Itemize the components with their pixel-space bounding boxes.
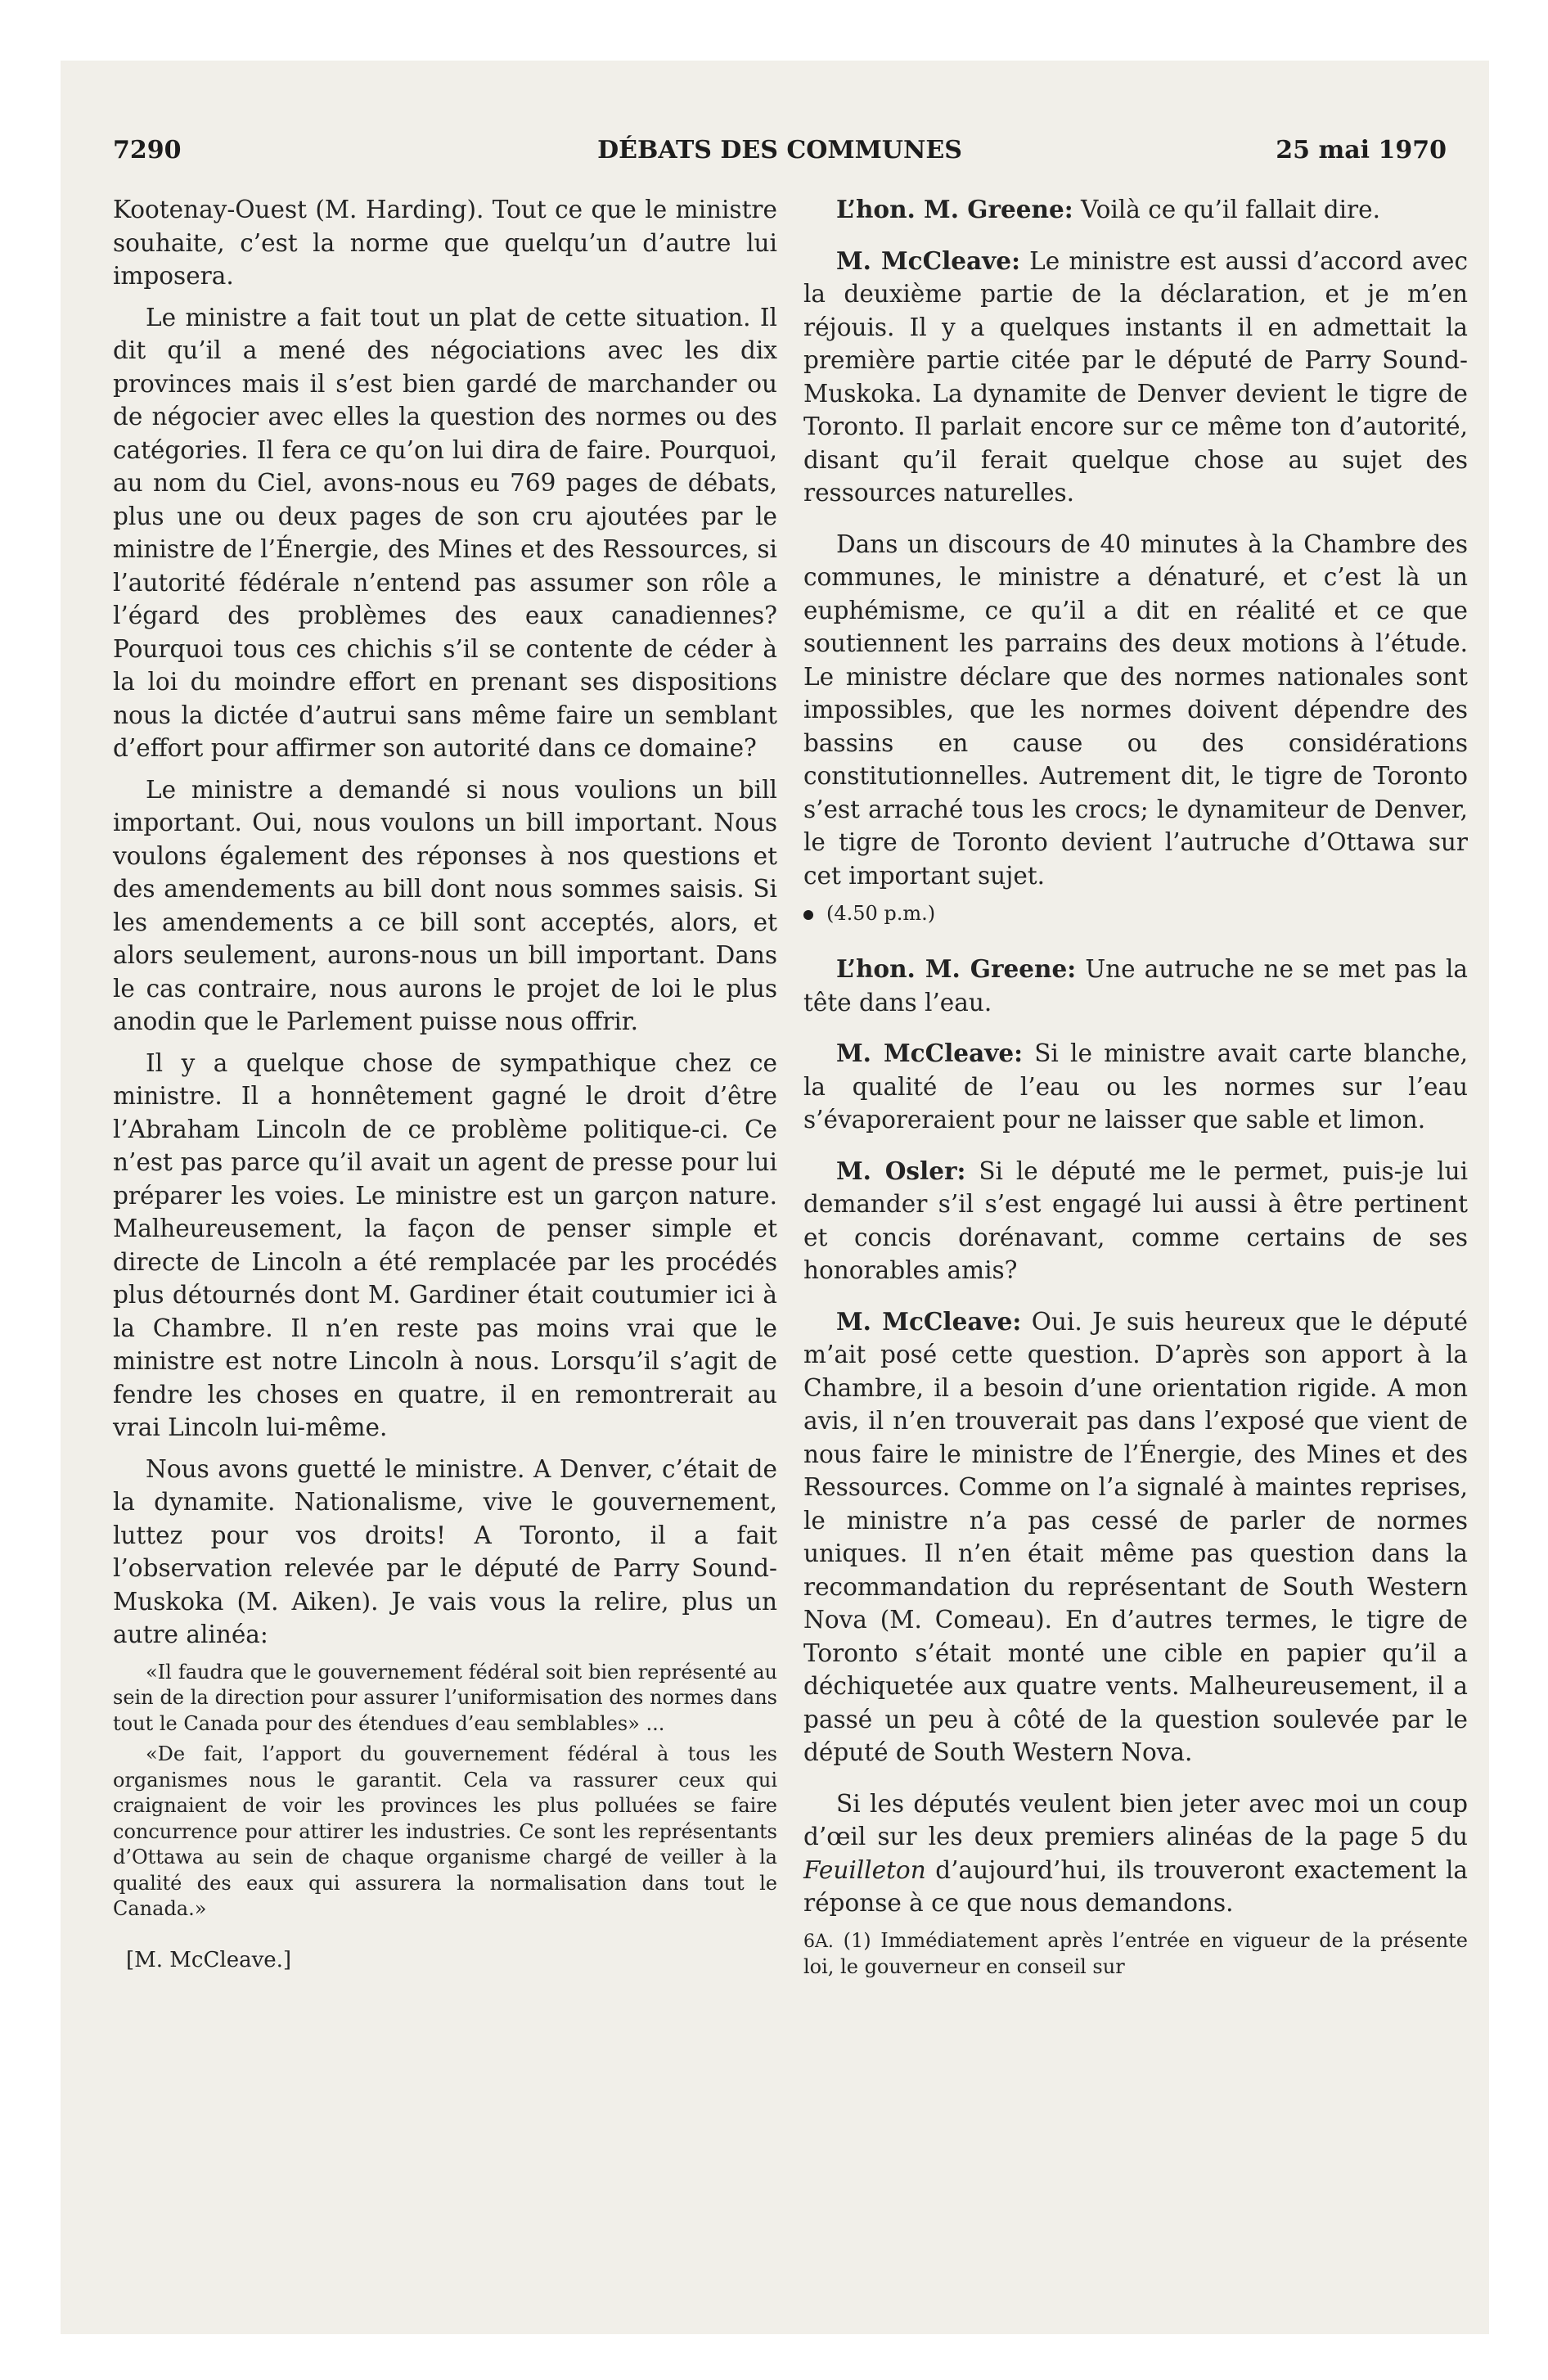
speech-text: Une autruche ne se met pas la tête dans l’eau. — [803, 955, 1468, 1016]
speech-text: Voilà ce qu’il fallait dire. — [1073, 196, 1380, 223]
speech-text: Le ministre est aussi d’accord avec la deuxième partie de la déclaration, et je m’en réjouis. Il y a quelques instants il en admettait la première partie citée par le député de Parry Sound-Muskoka. La dynamite de Denver devient le tigre de Toronto. Il parlait encore sur ce même ton d’autorité, disant qu’il ferait quelque chose au sujet des ressources naturelles. — [803, 246, 1468, 507]
speech-paragraph — [803, 1155, 1468, 1287]
speaker-name: L’hon. M. Greene: — [836, 954, 1077, 983]
speaker-name: M. McCleave: — [836, 246, 1020, 275]
paragraph — [803, 1787, 1468, 1920]
clause-number: 6A. — [803, 1931, 834, 1952]
speech-text: Oui. Je suis heureux que le député m’ait posé cette question. D’après son apport à la Chambre, il a besoin d’une orientation rigide. A mon avis, il n’en trouverait pas dans l’exposé que vient de nous faire le ministre de l’Énergie, des Mines et des Ressources. Comme on l’a signalé à maintes reprises, le ministre n’a pas cessé de parler de normes uniques. Il n’en était même pas question dans la recommandation du représentant de South Western Nova (M. Comeau). En d’autres termes, le tigre de Toronto s’était monté une cible en papier qu’il a déchiquetée aux quatre vents. Malheureusement, il a passé un peu à côté de la question soulevée par le député de South Western Nova. — [803, 1307, 1468, 1766]
paragraph: Nous avons guetté le ministre. A Denver, c’était de la dynamite. Nationalisme, vive le gouvernement, luttez pour vos droits! A Toronto, il a fait l’observation relevée par le député de Parry Sound-Muskoka (M. Aiken). Je vais vous la relire, plus un autre alinéa: — [113, 1454, 777, 1648]
bill-clause — [803, 1928, 1468, 1980]
page-title: DÉBATS DES COMMUNES — [597, 136, 962, 165]
speech-paragraph — [803, 193, 1468, 227]
bullet-icon — [803, 910, 813, 920]
speech-paragraph — [803, 1037, 1468, 1137]
speaker-name: M. McCleave: — [836, 1039, 1023, 1067]
page-date: 25 mai 1970 — [1276, 136, 1447, 165]
paragraph-text: Si les députés veulent bien jeter avec moi un coup d’œil sur les deux premiers alinéas de la page 5 du — [803, 1789, 1468, 1850]
paragraph: Le ministre a fait tout un plat de cette situation. Il dit qu’il a mené des négociations avec les dix provinces mais il s’est bien gardé de marchander ou de négocier avec elles la question des normes ou des catégories. Il fera ce qu’on lui dira de faire. Pourquoi, au nom du Ciel, avons-nous eu 769 pages de débats, plus une ou deux pages de son cru ajoutées par le ministre de l’Énergie, des Mines et des Ressources, si l’autorité fédérale n’entend pas assumer son rôle a l’égard des problèmes des eaux canadiennes? Pourquoi tous ces chichis s’il se contente de céder à la loi du moindre effort en prenant ses dispositions nous la dictée d’autrui sans même faire un semblant d’effort pour affirmer son autorité dans ce domaine? — [113, 303, 777, 762]
publication-title: Feuilleton — [803, 1855, 926, 1884]
speech-text: Si le ministre avait carte blanche, la qualité de l’eau ou les normes sur l’eau s’évaporeraient pour ne laisser que sable et limon. — [803, 1039, 1468, 1134]
speaker-name: M. McCleave: — [836, 1306, 1022, 1336]
speech-paragraph — [803, 1305, 1468, 1769]
paragraph: Dans un discours de 40 minutes à la Chambre des communes, le ministre a dénaturé, et c’est là un euphémisme, ce qu’il a dit en réalité et ce que soutiennent les parrains des deux motions à l’étude. Le ministre déclare que des normes nationales sont impossibles, que les normes doivent dépendre des bassins en cause ou des considérations constitutionnelles. Autrement dit, le tigre de Toronto s’est arraché tous les crocs; le dynamiteur de Denver, le tigre de Toronto devient l’autruche d’Ottawa sur cet important sujet. — [803, 530, 1468, 890]
quotation: «De fait, l’apport du gouvernement fédéral à tous les organismes nous le garantit. Cela va rassurer ceux qui craignaient de voir les provinces les plus polluées se faire concurrence pour attirer les industries. Ce sont les représentants d’Ottawa au sein de chaque organisme chargé de veiller à la qualité des eaux qui assurera la normalisation dans tout le Canada.» — [113, 1742, 777, 1920]
quotation: «Il faudra que le gouvernement fédéral soit bien représenté au sein de la direction pour assurer l’uniformisation des normes dans tout le Canada pour des étendues d’eau semblables» ... — [113, 1660, 777, 1735]
paragraph-text: d’aujourd’hui, ils trouveront exactement la réponse à ce que nous demandons. — [803, 1855, 1468, 1917]
paragraph: Le ministre a demandé si nous voulions un bill important. Oui, nous voulons un bill important. Nous voulons également des réponses à nos questions et des amendements au bill dont nous sommes saisis. Si les amendements a ce bill sont acceptés, alors, et alors seulement, aurons-nous un bill important. Dans le cas contraire, nous aurons le projet de loi le plus anodin que le Parlement puisse nous offrir. — [113, 775, 777, 1035]
page-number: 7290 — [113, 136, 182, 165]
speaker-signature: [M. McCleave.] — [126, 1947, 292, 1972]
right-column — [803, 193, 1468, 1980]
clause-text: (1) Immédiatement après l’entrée en vigueur de la présente loi, le gouverneur en conseil sur — [803, 1928, 1468, 1978]
paragraph: Kootenay-Ouest (M. Harding). Tout ce que le ministre souhaite, c’est la norme que quelqu’un d’autre lui imposera. — [113, 196, 777, 290]
speech-text: Si le député me le permet, puis-je lui demander s’il s’est engagé lui aussi à être pertinent et concis dorénavant, comme certains de ses honorables amis? — [803, 1156, 1468, 1284]
timestamp — [803, 900, 1468, 926]
left-column — [113, 193, 777, 1973]
page-header — [113, 136, 1447, 177]
speech-paragraph — [803, 953, 1468, 1019]
speech-paragraph — [803, 245, 1468, 510]
speaker-name: M. Osler: — [836, 1156, 966, 1185]
timestamp-text: (4.50 p.m.) — [826, 902, 936, 925]
speaker-name: L’hon. M. Greene: — [836, 195, 1073, 223]
paragraph: Il y a quelque chose de sympathique chez ce ministre. Il a honnêtement gagné le droit d’être l’Abraham Lincoln de ce problème politique-ci. Ce n’est pas parce qu’il avait un agent de presse pour lui préparer les voies. Le ministre est un garçon nature. Malheureusement, la façon de penser simple et directe de Lincoln a été remplacée par les procédés plus détournés dont M. Gardiner était coutumier ici à la Chambre. Il n’en reste pas moins vrai que le ministre est notre Lincoln à nous. Lorsqu’il s’agit de fendre les choses en quatre, il en remontrerait au vrai Lincoln lui-même. — [113, 1048, 777, 1441]
